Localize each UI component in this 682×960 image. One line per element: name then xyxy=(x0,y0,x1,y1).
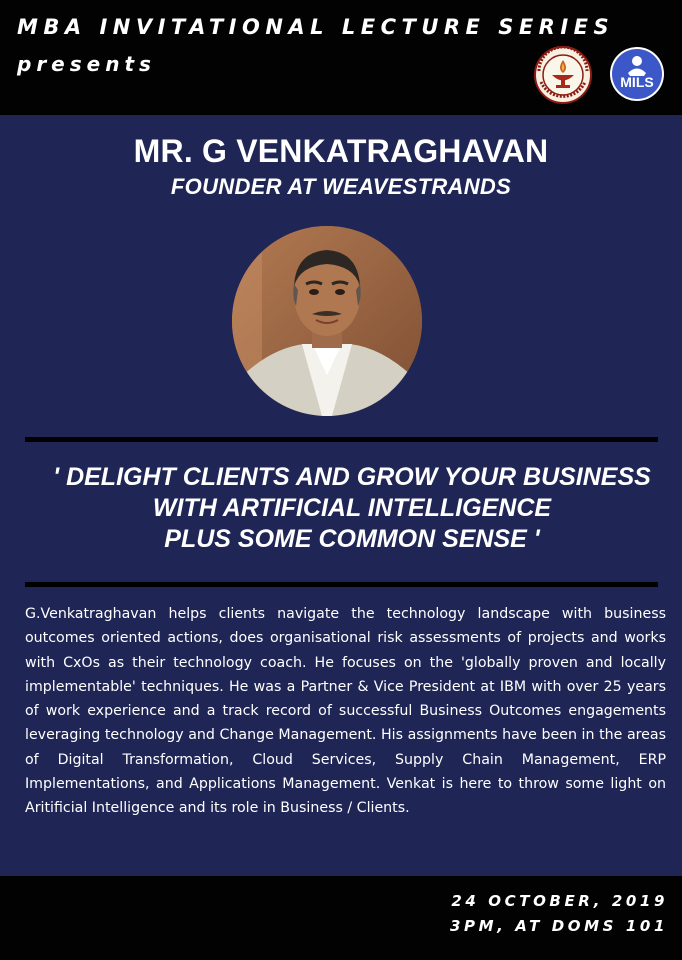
speaker-bio: G.Venkatraghavan helps clients navigate the technology landscape with business outcomes oriented actions, does organisational risk assessments of projects and works with CxOs as their technology coach. He focuses on the 'globally proven and locally implementable' techniques. He was a Partner & Vice President at IBM with over 25 years of work experience and a track record of successful Business Outcomes engagements leveraging technology and Change Management. His assignments have been in the areas of Digital Transformation, Cloud Services, Supply Chain Management, ERP Implementations, and Applications Management. Venkat is here to throw some light on Aritificial Intelligence and its role in Business / Clients. xyxy=(25,606,666,817)
event-time-venue: 3PM, AT DOMS 101 xyxy=(450,917,668,935)
talk-title-line: ' DELIGHT CLIENTS AND GROW YOUR BUSINESS xyxy=(53,463,651,491)
iit-madras-emblem-icon xyxy=(534,46,592,104)
talk-title xyxy=(22,462,682,555)
header-band xyxy=(0,0,682,115)
talk-title-line: PLUS SOME COMMON SENSE ' xyxy=(164,525,540,553)
talk-title-line: WITH ARTIFICIAL INTELLIGENCE xyxy=(152,494,552,522)
divider-bottom xyxy=(25,582,658,587)
mils-logo-icon xyxy=(609,46,665,102)
divider-top xyxy=(25,437,658,442)
speaker-role: FOUNDER AT WEAVESTRANDS xyxy=(170,174,512,199)
mils-logo-text: MILS xyxy=(620,74,654,90)
series-title: MBA INVITATIONAL LECTURE SERIES xyxy=(17,15,615,39)
presents-label: presents xyxy=(17,52,156,76)
speaker-name: MR. G VENKATRAGHAVAN xyxy=(133,133,549,169)
event-date: 24 OCTOBER, 2019 xyxy=(451,892,668,910)
speaker-portrait xyxy=(232,226,422,416)
